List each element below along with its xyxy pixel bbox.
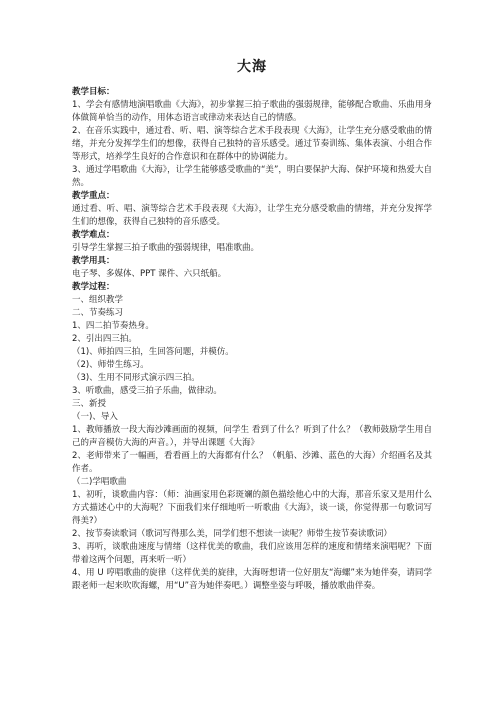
body-paragraph: 1、教师播放一段大海沙滩画面的视频，问学生 看到了什么？听到了什么？（教师鼓励学生用自己的声音模仿大海的声音。），并导出课题《大海》 xyxy=(72,425,432,448)
body-paragraph: 引导学生掌握三拍子歌曲的强弱规律，唱准歌曲。 xyxy=(72,243,260,253)
section-heading: 教学难点： xyxy=(72,230,115,240)
document-title: 大海 xyxy=(237,59,267,75)
section-heading: 教学重点： xyxy=(72,191,115,201)
body-paragraph: 三、新授 xyxy=(72,399,107,409)
section-heading: 教学用具： xyxy=(72,256,115,266)
body-paragraph: 3、再听，谈歌曲速度与情绪（这样优美的歌曲，我们应该用怎样的速度和情绪来演唱呢？下面带着这两个问题，再来听一听） xyxy=(72,542,432,565)
body-paragraph: 一、组织教学 xyxy=(72,295,124,305)
body-paragraph: 3、听歌曲，感受三拍子乐曲，做律动。 xyxy=(72,386,222,396)
section-heading: 教学目标： xyxy=(72,87,115,97)
body-paragraph: （1)、师拍四三拍，生回答问题，并模仿。 xyxy=(72,347,234,357)
body-paragraph: 2、老师带来了一幅画，看看画上的大海都有什么？（帆船、沙滩、蓝色的大海）介绍画名及其作者。 xyxy=(72,451,432,474)
document-page xyxy=(72,58,432,593)
body-paragraph: （二)学唱歌曲 xyxy=(72,477,127,487)
body-paragraph: 3、通过学唱歌曲《大海》，让学生能够感受歌曲的“美”，明白要保护大海、保护环境和热爱大自然。 xyxy=(72,165,432,188)
body-paragraph: 4、用 U 哼唱歌曲的旋律（这样优美的旋律，大海呀想请一位好朋友“海螺”来为她伴奏，请同学跟老师一起来吹吹海螺，用“U”音为她伴奏吧。）调整坐姿与呼吸，播放歌曲伴奏。 xyxy=(72,568,432,591)
body-paragraph: 1、初听，谈歌曲内容：（师：油画家用色彩斑斓的颜色描绘他心中的大海，那音乐家又是用什么方式描述心中的大海呢？下面我们来仔细地听一听歌曲《大海》，谈一谈，你觉得那一句歌词写得美?） xyxy=(72,490,432,526)
document-body xyxy=(72,86,432,593)
body-paragraph: （2)、师带生练习。 xyxy=(72,360,149,370)
body-paragraph: 通过看、听、唱、演等综合艺术手段表现《大海》，让学生充分感受歌曲的情绪，并充分发挥学生们的想像，获得自己独特的音乐感受。 xyxy=(72,204,432,227)
body-paragraph: （3)、生用不同形式演示四三拍。 xyxy=(72,373,200,383)
body-paragraph: 2、引出四三拍。 xyxy=(72,334,137,344)
body-paragraph: 1、四二拍节奏热身。 xyxy=(72,321,154,331)
body-paragraph: （一)、导入 xyxy=(72,412,118,422)
body-paragraph: 电子琴、多媒体、PPT 课件、六只纸船。 xyxy=(72,269,227,279)
body-paragraph: 2、按节奏读歌词（歌词写得那么美，同学们想不想读一读呢？师带生按节奏读歌词） xyxy=(72,529,392,539)
section-heading: 教学过程： xyxy=(72,282,115,292)
body-paragraph: 2、在音乐实践中，通过看、听、唱、演等综合艺术手段表现《大海》，让学生充分感受歌曲的情绪，并充分发挥学生们的想像，获得自己独特的音乐感受。通过节奏训练、集体表演、小组合作等形式，培养学生良好的合作意识和在群体中的协调能力。 xyxy=(72,126,432,162)
body-paragraph: 1、学会有感情地演唱歌曲《大海》，初步掌握三拍子歌曲的强弱规律，能够配合歌曲、乐曲用身体做简单恰当的动作，用体态语言或律动来表达自己的情感。 xyxy=(72,100,432,123)
body-paragraph: 二、节奏练习 xyxy=(72,308,124,318)
